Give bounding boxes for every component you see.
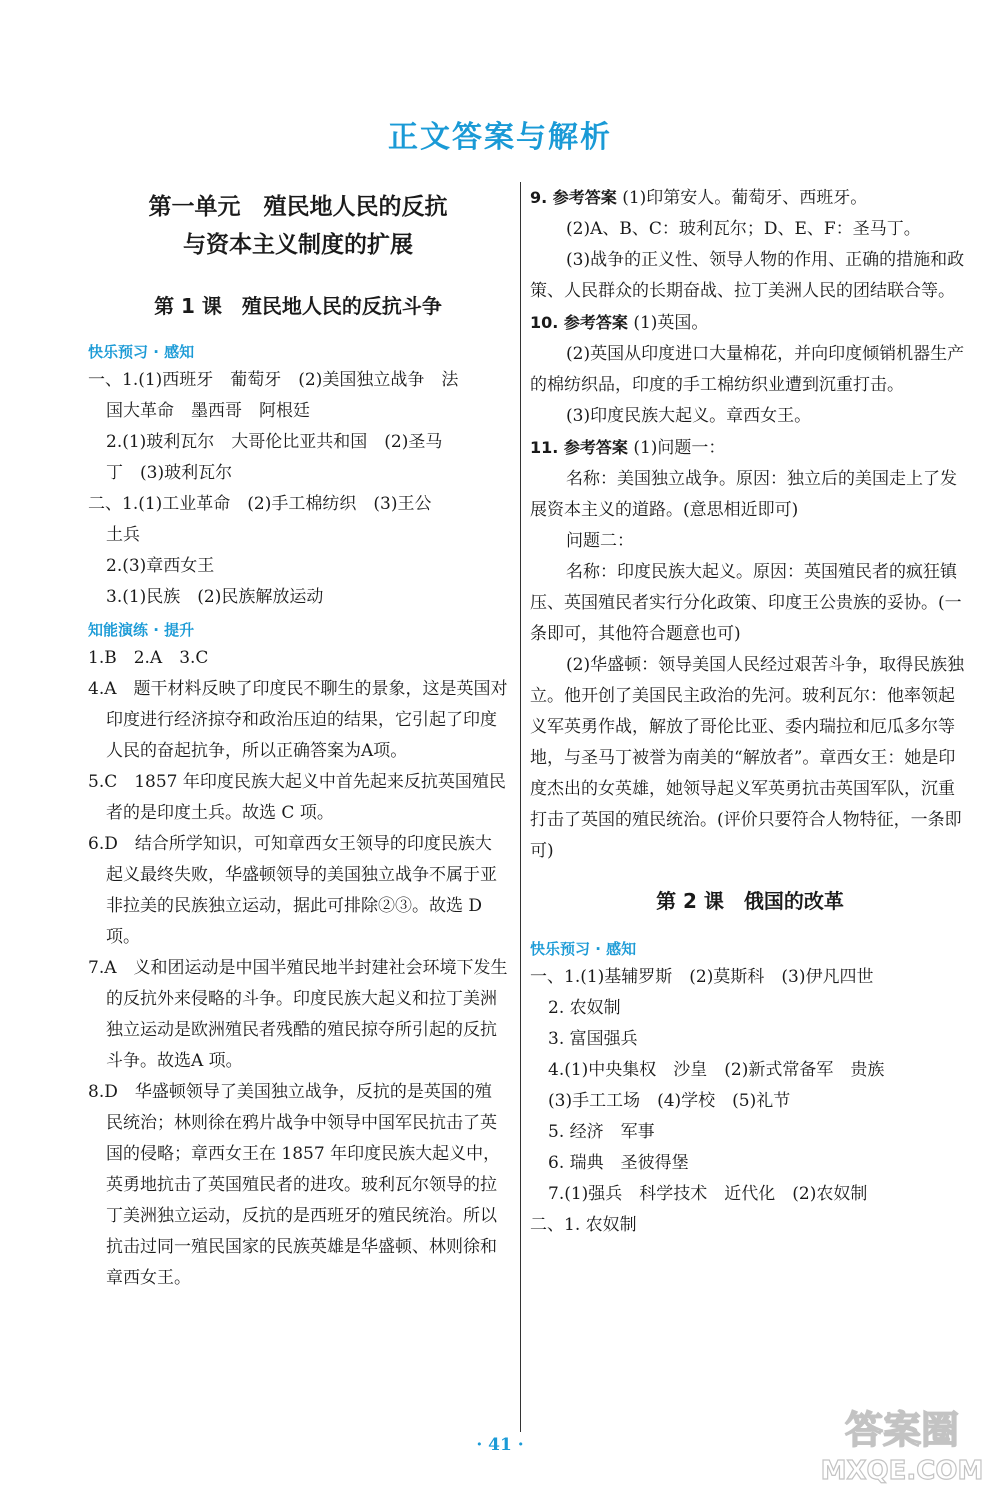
answer-line: 土兵 (106, 525, 140, 545)
answer-line: 一、1.(1)基辅罗斯 (2)莫斯科 (3)伊凡四世 (530, 967, 874, 987)
answer-line: 3.(1)民族 (2)民族解放运动 (106, 587, 324, 607)
page-title: 正文答案与解析 (388, 120, 612, 155)
answer-line: 二、1. 农奴制 (530, 1215, 637, 1235)
unit-title (88, 188, 508, 264)
unit-title-line2: 与资本主义制度的扩展 (183, 232, 413, 258)
answer-line: 3. 富国强兵 (548, 1029, 638, 1049)
unit-title-line1: 第一单元 殖民地人民的反抗 (148, 194, 448, 220)
answer-line: 7.(1)强兵 科学技术 近代化 (2)农奴制 (548, 1184, 868, 1204)
answer-paragraph: (2)英国从印度进口大量棉花，并向印度倾销机器生产的棉纺织品，印度的手工棉纺织业遭到沉重打击。 (530, 344, 965, 395)
answer-text: (1)问题一： (633, 438, 726, 458)
answer-text: (1)印第安人。葡萄牙、西班牙。 (622, 188, 868, 208)
answer-paragraph: (3)战争的正义性、领导人物的作用、正确的措施和政策、人民群众的长期奋战、拉丁美洲人民的团结联合等。 (530, 250, 965, 301)
answer-paragraph: (2)华盛顿：领导美国人民经过艰苦斗争，取得民族独立。他开创了美国民主政治的先河。玻利瓦尔：他率领起义军英勇作战，解放了哥伦比亚、委内瑞拉和厄瓜多尔等地，与圣马丁被誉为南美的“解放者”。章西女王：她是印度杰出的女英雄，她领导起义军英勇抗击英国军队，沉重打击了英国的殖民统治。(评价只要符合人物特征，一条即可) (530, 655, 965, 861)
answer-line (530, 432, 970, 464)
answer-line: 二、1.(1)工业革命 (2)手工棉纺织 (3)王公 (88, 494, 432, 514)
answer-line: 4.(1)中央集权 沙皇 (2)新式常备军 贵族 (548, 1060, 885, 1080)
answer-label: 10. 参考答案 (530, 313, 628, 332)
answer-line: (2)A、B、C：玻利瓦尔；D、E、F：圣马丁。 (566, 219, 921, 239)
page-number: · 41 · (476, 1435, 524, 1455)
section-practice-heading: 知能演练 · 提升 (88, 621, 195, 639)
answer-paragraph: 5.C 1857 年印度民族大起义中首先起来反抗英国殖民者的是印度土兵。故选 C 项。 (88, 772, 506, 823)
answer-line: 问题二： (566, 531, 634, 551)
svg-text:MXQE.COM: MXQE.COM (820, 1456, 984, 1486)
answer-line: 6. 瑞典 圣彼得堡 (548, 1153, 689, 1173)
answer-paragraph: 名称：美国独立战争。原因：独立后的美国走上了发展资本主义的道路。(意思相近即可) (530, 469, 957, 520)
answer-line: 2. 农奴制 (548, 998, 621, 1018)
answer-paragraph: 8.D 华盛顿领导了美国独立战争，反抗的是英国的殖民统治；林则徐在鸦片战争中领导中国军民抗击了英国的侵略；章西女王在 1857 年印度民族大起义中，英勇地抗击了英国殖民者的进攻。玻利瓦尔领导的拉丁美洲独立运动，反抗的是西班牙的殖民统治。所以抗击过同一殖民国家的民族英雄是华盛顿、林则徐和章西女王。 (88, 1082, 501, 1288)
right-column (530, 182, 970, 1241)
answer-line: (3)印度民族大起义。章西女王。 (566, 406, 812, 426)
answer-line: 2.(3)章西女王 (106, 556, 215, 576)
answer-line: 国大革命 墨西哥 阿根廷 (106, 401, 310, 421)
section-preview-heading: 快乐预习 · 感知 (530, 940, 637, 958)
answer-line (530, 182, 970, 214)
left-column (88, 182, 508, 1294)
answer-line: 1.B 2.A 3.C (88, 648, 209, 668)
answer-line (530, 307, 970, 339)
lesson1-title: 第 1 课 殖民地人民的反抗斗争 (154, 294, 442, 318)
answer-label: 11. 参考答案 (530, 438, 628, 457)
answer-line: 一、1.(1)西班牙 葡萄牙 (2)美国独立战争 法 (88, 370, 459, 390)
answer-line: (3)手工工场 (4)学校 (5)礼节 (548, 1091, 791, 1111)
answer-line: 丁 (3)玻利瓦尔 (106, 463, 233, 483)
answer-label: 9. 参考答案 (530, 188, 617, 207)
watermark-logo (812, 1395, 992, 1487)
answer-paragraph: 7.A 义和团运动是中国半殖民地半封建社会环境下发生的反抗外来侵略的斗争。印度民族大起义和拉丁美洲独立运动是欧洲殖民者残酷的殖民掠夺所引起的反抗斗争。故选A 项。 (88, 958, 508, 1071)
column-divider (520, 182, 521, 1432)
lesson2-title: 第 2 课 俄国的改革 (656, 889, 844, 913)
answer-paragraph: 6.D 结合所学知识，可知章西女王领导的印度民族大起义最终失败，华盛顿领导的美国独立战争不属于亚非拉美的民族独立运动，据此可排除②③。故选 D 项。 (88, 834, 497, 947)
svg-text:答案圈: 答案圈 (844, 1408, 960, 1452)
answer-text: (1)英国。 (633, 313, 709, 333)
answer-paragraph: 4.A 题干材料反映了印度民不聊生的景象，这是英国对印度进行经济掠夺和政治压迫的结果，它引起了印度人民的奋起抗争，所以正确答案为A项。 (88, 679, 508, 761)
answer-line: 2.(1)玻利瓦尔 大哥伦比亚共和国 (2)圣马 (106, 432, 443, 452)
answer-paragraph: 名称：印度民族大起义。原因：英国殖民者的疯狂镇压、英国殖民者实行分化政策、印度王公贵族的妥协。(一条即可，其他符合题意也可) (530, 562, 962, 644)
answer-line: 5. 经济 军事 (548, 1122, 655, 1142)
section-preview-heading: 快乐预习 · 感知 (88, 343, 195, 361)
